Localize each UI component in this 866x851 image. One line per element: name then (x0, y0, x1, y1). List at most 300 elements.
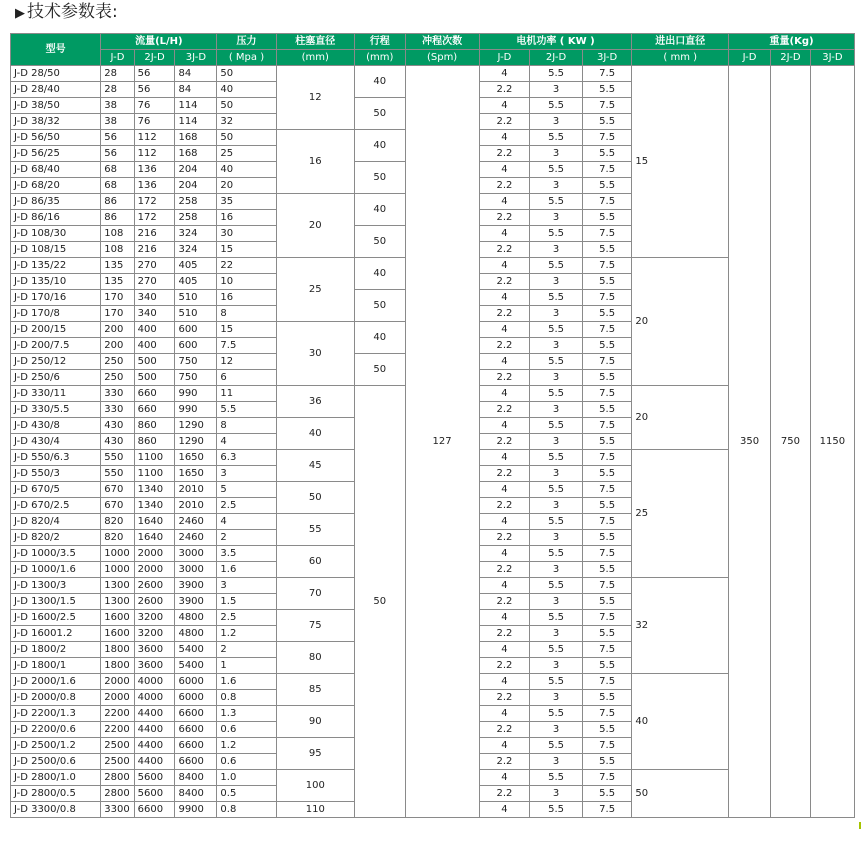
flow-2jd-cell: 172 (134, 210, 175, 226)
header-flow-2jd: 2J-D (134, 50, 175, 66)
motor-3jd-cell: 5.5 (582, 722, 631, 738)
port-diameter-cell: 32 (632, 578, 729, 674)
flow-jd-cell: 86 (101, 210, 134, 226)
flow-jd-cell: 1000 (101, 562, 134, 578)
motor-2jd-cell: 3 (530, 626, 583, 642)
motor-2jd-cell: 3 (530, 434, 583, 450)
motor-3jd-cell: 7.5 (582, 450, 631, 466)
pressure-cell: 0.6 (217, 722, 276, 738)
flow-jd-cell: 28 (101, 82, 134, 98)
motor-jd-cell: 2.2 (479, 114, 530, 130)
motor-3jd-cell: 5.5 (582, 690, 631, 706)
flow-3jd-cell: 2010 (175, 482, 217, 498)
pressure-cell: 1.0 (217, 770, 276, 786)
motor-2jd-cell: 5.5 (530, 674, 583, 690)
flow-3jd-cell: 84 (175, 82, 217, 98)
motor-3jd-cell: 5.5 (582, 114, 631, 130)
motor-3jd-cell: 5.5 (582, 242, 631, 258)
pressure-cell: 1.6 (217, 674, 276, 690)
flow-2jd-cell: 136 (134, 178, 175, 194)
flow-2jd-cell: 4400 (134, 754, 175, 770)
motor-3jd-cell: 5.5 (582, 594, 631, 610)
motor-2jd-cell: 3 (530, 722, 583, 738)
flow-jd-cell: 550 (101, 466, 134, 482)
flow-2jd-cell: 76 (134, 114, 175, 130)
motor-2jd-cell: 5.5 (530, 322, 583, 338)
port-diameter-cell: 25 (632, 450, 729, 578)
flow-2jd-cell: 660 (134, 402, 175, 418)
pressure-cell: 1 (217, 658, 276, 674)
flow-jd-cell: 1000 (101, 546, 134, 562)
motor-2jd-cell: 3 (530, 210, 583, 226)
motor-jd-cell: 2.2 (479, 370, 530, 386)
flow-jd-cell: 330 (101, 402, 134, 418)
motor-2jd-cell: 3 (530, 466, 583, 482)
pressure-cell: 16 (217, 210, 276, 226)
flow-3jd-cell: 324 (175, 242, 217, 258)
plunger-diameter-cell: 90 (276, 706, 354, 738)
flow-jd-cell: 1800 (101, 642, 134, 658)
motor-2jd-cell: 3 (530, 530, 583, 546)
stroke-cell: 50 (355, 162, 406, 194)
flow-3jd-cell: 168 (175, 130, 217, 146)
flow-3jd-cell: 6600 (175, 754, 217, 770)
flow-3jd-cell: 600 (175, 338, 217, 354)
flow-3jd-cell: 405 (175, 258, 217, 274)
motor-2jd-cell: 5.5 (530, 482, 583, 498)
motor-jd-cell: 4 (479, 322, 530, 338)
strokes-per-minute-cell: 127 (405, 66, 479, 818)
plunger-diameter-cell: 30 (276, 322, 354, 386)
motor-3jd-cell: 7.5 (582, 130, 631, 146)
motor-3jd-cell: 5.5 (582, 562, 631, 578)
flow-jd-cell: 820 (101, 530, 134, 546)
flow-3jd-cell: 168 (175, 146, 217, 162)
motor-jd-cell: 4 (479, 706, 530, 722)
header-row-2 (11, 50, 855, 66)
flow-jd-cell: 108 (101, 242, 134, 258)
plunger-diameter-cell: 45 (276, 450, 354, 482)
flow-2jd-cell: 1640 (134, 514, 175, 530)
flow-2jd-cell: 4400 (134, 738, 175, 754)
plunger-diameter-cell: 55 (276, 514, 354, 546)
plunger-diameter-cell: 70 (276, 578, 354, 610)
flow-jd-cell: 2800 (101, 770, 134, 786)
section-title (15, 1, 118, 25)
pressure-cell: 50 (217, 66, 276, 82)
triangle-marker-icon: ▶ (15, 6, 25, 21)
flow-jd-cell: 68 (101, 162, 134, 178)
header-row-1 (11, 34, 855, 50)
header-stroke: 行程 (355, 34, 406, 50)
pressure-cell: 8 (217, 418, 276, 434)
pressure-cell: 2 (217, 530, 276, 546)
flow-jd-cell: 56 (101, 146, 134, 162)
flow-3jd-cell: 1650 (175, 466, 217, 482)
model-cell: J-D 3300/0.8 (11, 802, 101, 818)
motor-2jd-cell: 3 (530, 402, 583, 418)
plunger-diameter-cell: 110 (276, 802, 354, 818)
header-motor-jd: J-D (479, 50, 530, 66)
motor-2jd-cell: 5.5 (530, 162, 583, 178)
spec-table (10, 33, 855, 818)
motor-jd-cell: 2.2 (479, 402, 530, 418)
flow-3jd-cell: 510 (175, 306, 217, 322)
flow-2jd-cell: 500 (134, 354, 175, 370)
motor-2jd-cell: 5.5 (530, 66, 583, 82)
flow-3jd-cell: 204 (175, 162, 217, 178)
flow-2jd-cell: 400 (134, 338, 175, 354)
pressure-cell: 3 (217, 578, 276, 594)
flow-2jd-cell: 2000 (134, 562, 175, 578)
motor-2jd-cell: 5.5 (530, 610, 583, 626)
flow-jd-cell: 86 (101, 194, 134, 210)
motor-jd-cell: 2.2 (479, 82, 530, 98)
flow-jd-cell: 250 (101, 354, 134, 370)
plunger-diameter-cell: 95 (276, 738, 354, 770)
header-strokes: 冲程次数 (405, 34, 479, 50)
motor-2jd-cell: 3 (530, 786, 583, 802)
flow-3jd-cell: 258 (175, 210, 217, 226)
flow-jd-cell: 2800 (101, 786, 134, 802)
flow-jd-cell: 1800 (101, 658, 134, 674)
flow-3jd-cell: 405 (175, 274, 217, 290)
flow-3jd-cell: 324 (175, 226, 217, 242)
motor-jd-cell: 4 (479, 194, 530, 210)
header-plunger-unit: (mm) (276, 50, 354, 66)
flow-2jd-cell: 6600 (134, 802, 175, 818)
flow-3jd-cell: 8400 (175, 786, 217, 802)
flow-2jd-cell: 860 (134, 434, 175, 450)
flow-3jd-cell: 2010 (175, 498, 217, 514)
motor-2jd-cell: 5.5 (530, 226, 583, 242)
plunger-diameter-cell: 85 (276, 674, 354, 706)
flow-jd-cell: 670 (101, 498, 134, 514)
header-plunger: 柱塞直径 (276, 34, 354, 50)
motor-jd-cell: 4 (479, 450, 530, 466)
flow-3jd-cell: 9900 (175, 802, 217, 818)
header-weight-2jd: 2J-D (771, 50, 811, 66)
model-cell: J-D 250/6 (11, 370, 101, 386)
motor-jd-cell: 4 (479, 578, 530, 594)
motor-jd-cell: 2.2 (479, 626, 530, 642)
motor-3jd-cell: 5.5 (582, 306, 631, 322)
motor-jd-cell: 4 (479, 226, 530, 242)
motor-3jd-cell: 5.5 (582, 178, 631, 194)
motor-2jd-cell: 5.5 (530, 418, 583, 434)
motor-jd-cell: 2.2 (479, 434, 530, 450)
stroke-cell: 50 (355, 354, 406, 386)
flow-2jd-cell: 4000 (134, 690, 175, 706)
model-cell: J-D 670/5 (11, 482, 101, 498)
accent-mark (859, 822, 861, 829)
flow-2jd-cell: 4400 (134, 706, 175, 722)
motor-3jd-cell: 5.5 (582, 466, 631, 482)
flow-3jd-cell: 6600 (175, 738, 217, 754)
flow-3jd-cell: 1290 (175, 418, 217, 434)
flow-jd-cell: 1300 (101, 594, 134, 610)
motor-2jd-cell: 3 (530, 178, 583, 194)
weight-2jd-cell: 750 (771, 66, 811, 818)
model-cell: J-D 135/22 (11, 258, 101, 274)
motor-2jd-cell: 3 (530, 274, 583, 290)
flow-2jd-cell: 1640 (134, 530, 175, 546)
stroke-cell: 50 (355, 386, 406, 818)
motor-2jd-cell: 5.5 (530, 546, 583, 562)
header-model: 型号 (11, 34, 101, 66)
flow-3jd-cell: 5400 (175, 642, 217, 658)
stroke-cell: 40 (355, 130, 406, 162)
motor-jd-cell: 2.2 (479, 722, 530, 738)
header-motor-2jd: 2J-D (530, 50, 583, 66)
motor-2jd-cell: 3 (530, 82, 583, 98)
pressure-cell: 40 (217, 82, 276, 98)
flow-3jd-cell: 114 (175, 98, 217, 114)
stroke-cell: 50 (355, 226, 406, 258)
flow-2jd-cell: 4400 (134, 722, 175, 738)
motor-3jd-cell: 7.5 (582, 386, 631, 402)
model-cell: J-D 2500/0.6 (11, 754, 101, 770)
model-cell: J-D 135/10 (11, 274, 101, 290)
motor-2jd-cell: 3 (530, 242, 583, 258)
motor-3jd-cell: 7.5 (582, 322, 631, 338)
motor-2jd-cell: 5.5 (530, 386, 583, 402)
motor-2jd-cell: 3 (530, 690, 583, 706)
pressure-cell: 25 (217, 146, 276, 162)
flow-jd-cell: 670 (101, 482, 134, 498)
plunger-diameter-cell: 12 (276, 66, 354, 130)
model-cell: J-D 2200/1.3 (11, 706, 101, 722)
header-pressure: 压力 (217, 34, 276, 50)
pressure-cell: 10 (217, 274, 276, 290)
motor-3jd-cell: 7.5 (582, 98, 631, 114)
flow-3jd-cell: 204 (175, 178, 217, 194)
model-cell: J-D 200/7.5 (11, 338, 101, 354)
flow-jd-cell: 170 (101, 306, 134, 322)
model-cell: J-D 1600/2.5 (11, 610, 101, 626)
motor-3jd-cell: 7.5 (582, 418, 631, 434)
flow-jd-cell: 820 (101, 514, 134, 530)
pressure-cell: 1.5 (217, 594, 276, 610)
motor-2jd-cell: 3 (530, 370, 583, 386)
flow-3jd-cell: 6000 (175, 690, 217, 706)
motor-3jd-cell: 5.5 (582, 338, 631, 354)
motor-3jd-cell: 7.5 (582, 226, 631, 242)
model-cell: J-D 2800/1.0 (11, 770, 101, 786)
flow-3jd-cell: 6600 (175, 722, 217, 738)
flow-2jd-cell: 340 (134, 290, 175, 306)
pressure-cell: 7.5 (217, 338, 276, 354)
motor-2jd-cell: 3 (530, 498, 583, 514)
motor-jd-cell: 2.2 (479, 466, 530, 482)
model-cell: J-D 550/3 (11, 466, 101, 482)
model-cell: J-D 170/8 (11, 306, 101, 322)
model-cell: J-D 28/40 (11, 82, 101, 98)
flow-jd-cell: 38 (101, 98, 134, 114)
motor-3jd-cell: 7.5 (582, 66, 631, 82)
flow-jd-cell: 135 (101, 274, 134, 290)
pressure-cell: 40 (217, 162, 276, 178)
model-cell: J-D 200/15 (11, 322, 101, 338)
motor-jd-cell: 2.2 (479, 274, 530, 290)
flow-2jd-cell: 3200 (134, 626, 175, 642)
motor-3jd-cell: 7.5 (582, 482, 631, 498)
motor-3jd-cell: 7.5 (582, 610, 631, 626)
flow-2jd-cell: 3600 (134, 642, 175, 658)
plunger-diameter-cell: 20 (276, 194, 354, 258)
flow-jd-cell: 68 (101, 178, 134, 194)
motor-3jd-cell: 5.5 (582, 498, 631, 514)
flow-2jd-cell: 500 (134, 370, 175, 386)
motor-3jd-cell: 7.5 (582, 642, 631, 658)
motor-jd-cell: 4 (479, 98, 530, 114)
motor-3jd-cell: 5.5 (582, 786, 631, 802)
flow-2jd-cell: 216 (134, 242, 175, 258)
port-diameter-cell: 20 (632, 258, 729, 386)
pressure-cell: 2.5 (217, 498, 276, 514)
model-cell: J-D 250/12 (11, 354, 101, 370)
pressure-cell: 3.5 (217, 546, 276, 562)
plunger-diameter-cell: 80 (276, 642, 354, 674)
model-cell: J-D 1800/1 (11, 658, 101, 674)
flow-3jd-cell: 258 (175, 194, 217, 210)
motor-jd-cell: 2.2 (479, 146, 530, 162)
plunger-diameter-cell: 16 (276, 130, 354, 194)
header-flow-3jd: 3J-D (175, 50, 217, 66)
model-cell: J-D 550/6.3 (11, 450, 101, 466)
model-cell: J-D 108/30 (11, 226, 101, 242)
flow-2jd-cell: 1340 (134, 498, 175, 514)
plunger-diameter-cell: 40 (276, 418, 354, 450)
motor-2jd-cell: 5.5 (530, 98, 583, 114)
pressure-cell: 4 (217, 434, 276, 450)
pressure-cell: 5 (217, 482, 276, 498)
flow-3jd-cell: 3900 (175, 594, 217, 610)
motor-2jd-cell: 5.5 (530, 706, 583, 722)
motor-3jd-cell: 5.5 (582, 146, 631, 162)
model-cell: J-D 86/16 (11, 210, 101, 226)
motor-jd-cell: 4 (479, 66, 530, 82)
pressure-cell: 5.5 (217, 402, 276, 418)
motor-2jd-cell: 5.5 (530, 642, 583, 658)
pressure-cell: 1.2 (217, 738, 276, 754)
header-flow-jd: J-D (101, 50, 134, 66)
flow-3jd-cell: 2460 (175, 514, 217, 530)
pressure-cell: 0.5 (217, 786, 276, 802)
motor-jd-cell: 2.2 (479, 562, 530, 578)
flow-3jd-cell: 114 (175, 114, 217, 130)
model-cell: J-D 2000/0.8 (11, 690, 101, 706)
flow-2jd-cell: 270 (134, 274, 175, 290)
model-cell: J-D 86/35 (11, 194, 101, 210)
pressure-cell: 50 (217, 98, 276, 114)
header-flow: 流量(L/H) (101, 34, 217, 50)
motor-jd-cell: 2.2 (479, 210, 530, 226)
motor-3jd-cell: 7.5 (582, 354, 631, 370)
motor-jd-cell: 4 (479, 258, 530, 274)
pressure-cell: 6.3 (217, 450, 276, 466)
model-cell: J-D 1800/2 (11, 642, 101, 658)
flow-3jd-cell: 4800 (175, 610, 217, 626)
motor-jd-cell: 4 (479, 738, 530, 754)
stroke-cell: 40 (355, 66, 406, 98)
pressure-cell: 0.8 (217, 690, 276, 706)
flow-2jd-cell: 56 (134, 66, 175, 82)
stroke-cell: 50 (355, 98, 406, 130)
flow-jd-cell: 3300 (101, 802, 134, 818)
flow-jd-cell: 108 (101, 226, 134, 242)
header-weight-3jd: 3J-D (810, 50, 854, 66)
flow-3jd-cell: 8400 (175, 770, 217, 786)
flow-3jd-cell: 1650 (175, 450, 217, 466)
motor-2jd-cell: 3 (530, 146, 583, 162)
flow-3jd-cell: 1290 (175, 434, 217, 450)
flow-jd-cell: 430 (101, 418, 134, 434)
motor-2jd-cell: 3 (530, 338, 583, 354)
flow-3jd-cell: 750 (175, 354, 217, 370)
model-cell: J-D 56/25 (11, 146, 101, 162)
flow-2jd-cell: 2000 (134, 546, 175, 562)
model-cell: J-D 1300/1.5 (11, 594, 101, 610)
flow-jd-cell: 2000 (101, 690, 134, 706)
motor-jd-cell: 4 (479, 354, 530, 370)
flow-jd-cell: 170 (101, 290, 134, 306)
stroke-cell: 40 (355, 258, 406, 290)
spec-table-body (11, 66, 855, 818)
model-cell: J-D 1000/3.5 (11, 546, 101, 562)
pressure-cell: 2.5 (217, 610, 276, 626)
motor-2jd-cell: 3 (530, 754, 583, 770)
flow-jd-cell: 38 (101, 114, 134, 130)
flow-2jd-cell: 400 (134, 322, 175, 338)
motor-3jd-cell: 5.5 (582, 626, 631, 642)
weight-jd-cell: 350 (729, 66, 771, 818)
pressure-cell: 6 (217, 370, 276, 386)
flow-2jd-cell: 56 (134, 82, 175, 98)
motor-3jd-cell: 5.5 (582, 274, 631, 290)
motor-jd-cell: 4 (479, 610, 530, 626)
motor-2jd-cell: 5.5 (530, 578, 583, 594)
pressure-cell: 8 (217, 306, 276, 322)
plunger-diameter-cell: 50 (276, 482, 354, 514)
motor-jd-cell: 4 (479, 386, 530, 402)
flow-jd-cell: 2500 (101, 738, 134, 754)
motor-2jd-cell: 5.5 (530, 770, 583, 786)
flow-jd-cell: 1600 (101, 626, 134, 642)
motor-jd-cell: 2.2 (479, 658, 530, 674)
flow-jd-cell: 550 (101, 450, 134, 466)
motor-3jd-cell: 7.5 (582, 738, 631, 754)
pressure-cell: 15 (217, 242, 276, 258)
header-motor-3jd: 3J-D (582, 50, 631, 66)
flow-jd-cell: 2200 (101, 706, 134, 722)
flow-2jd-cell: 340 (134, 306, 175, 322)
header-pressure-unit: ( Mpa ) (217, 50, 276, 66)
flow-2jd-cell: 860 (134, 418, 175, 434)
pressure-cell: 16 (217, 290, 276, 306)
flow-2jd-cell: 216 (134, 226, 175, 242)
flow-jd-cell: 135 (101, 258, 134, 274)
pressure-cell: 50 (217, 130, 276, 146)
stroke-cell: 40 (355, 322, 406, 354)
header-motor: 电机功率 ( KW ) (479, 34, 632, 50)
flow-2jd-cell: 172 (134, 194, 175, 210)
flow-3jd-cell: 2460 (175, 530, 217, 546)
flow-2jd-cell: 3600 (134, 658, 175, 674)
flow-jd-cell: 330 (101, 386, 134, 402)
motor-2jd-cell: 3 (530, 114, 583, 130)
motor-jd-cell: 2.2 (479, 498, 530, 514)
